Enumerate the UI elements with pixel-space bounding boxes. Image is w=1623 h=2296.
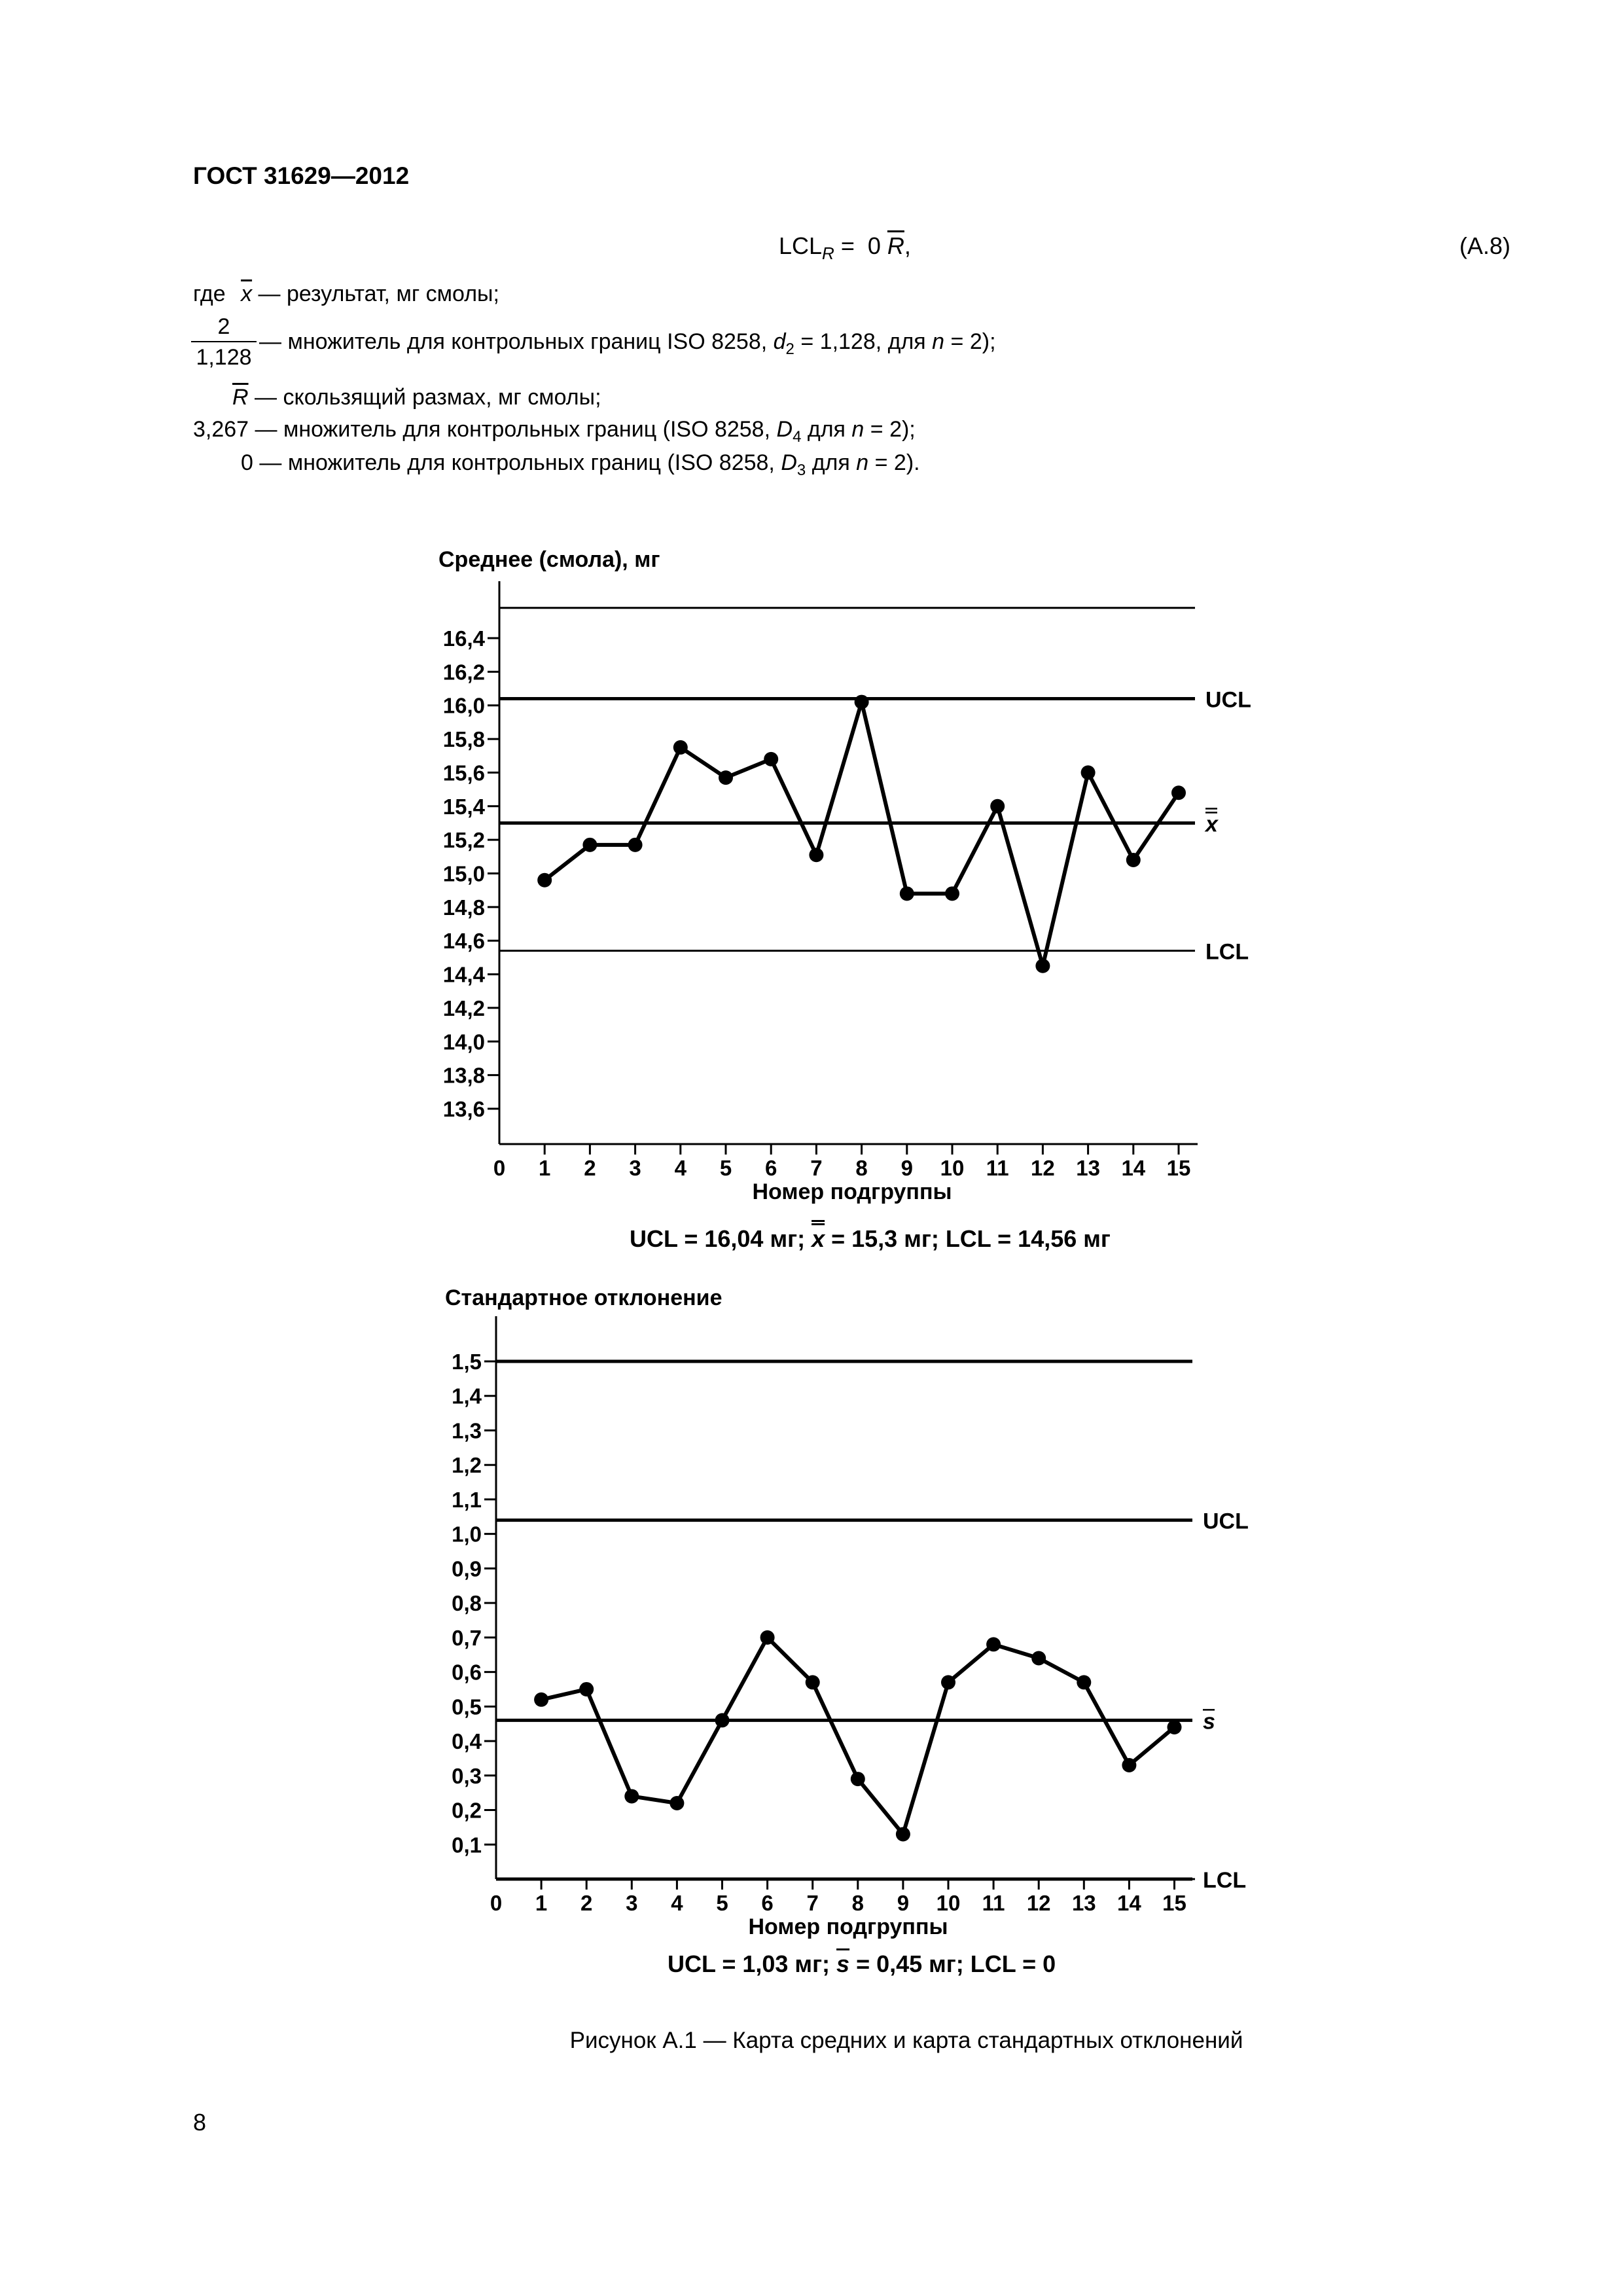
document-header: ГОСТ 31629—2012 [193, 162, 410, 189]
reference-label-UCL: UCL [1203, 1509, 1249, 1534]
y-tick-label: 0,1 [452, 1833, 482, 1857]
y-tick-label: 15,8 [442, 727, 485, 752]
x-tick-label: 11 [982, 1891, 1005, 1915]
x-tick-label: 8 [851, 1891, 864, 1915]
y-tick-label: 15,2 [442, 828, 485, 853]
formula-number: (A.8) [1459, 232, 1511, 259]
figure-title [0, 2028, 1623, 2054]
data-point [579, 1682, 594, 1696]
caption-std-a: UCL = 1,03 мг; [668, 1950, 837, 1977]
y-tick-label: 0,3 [452, 1763, 482, 1788]
x-tick-label: 14 [1121, 1156, 1146, 1180]
def-x-symbol: $\overline{x}$ [241, 281, 253, 306]
data-point [851, 1772, 865, 1786]
data-point [1168, 1720, 1182, 1734]
y-tick-label: 1,3 [452, 1418, 482, 1443]
y-tick-label: 14,8 [442, 895, 485, 920]
def-r-text: — скользящий размах, мг смолы; [255, 385, 601, 410]
data-series-line [541, 1638, 1174, 1835]
reference-label-LCL: LCL [1203, 1868, 1247, 1893]
def-d3-n: n [856, 450, 869, 475]
def-d3-text-b: для [806, 450, 857, 475]
x-tick-label: 12 [1026, 1891, 1051, 1915]
y-tick-label: 14,6 [442, 929, 485, 954]
y-tick-label: 0,9 [452, 1556, 482, 1581]
x-tick-label: 1 [535, 1891, 548, 1915]
y-tick-label: 13,8 [442, 1063, 485, 1088]
y-tick-label: 1,4 [452, 1384, 482, 1408]
figure-title-text: Рисунок А.1 — Карта средних и карта стандартных отклонений [569, 2028, 1243, 2053]
data-point [896, 1827, 910, 1841]
x-tick-label: 10 [936, 1891, 961, 1915]
y-axis-label: Стандартное отклонение [445, 1285, 722, 1310]
def-d4-value: 3,267 [193, 417, 249, 442]
y-tick-label: 15,4 [442, 794, 485, 819]
caption-means-b: = 15,3 мг; LCL = 14,56 мг [825, 1225, 1111, 1252]
data-point [1122, 1758, 1136, 1772]
x-tick-label: 2 [584, 1156, 596, 1180]
x-tick-label: 9 [901, 1156, 913, 1180]
data-point [715, 1713, 730, 1727]
data-point [941, 1675, 955, 1689]
frac-d-sub: 2 [785, 340, 794, 358]
x-tick-label: 11 [986, 1156, 1009, 1180]
y-tick-label: 16,2 [442, 660, 485, 685]
frac-d: d [773, 329, 786, 354]
data-point [806, 1675, 820, 1689]
fraction-numerator: 2 [191, 314, 257, 342]
def-d4-sub: 4 [793, 427, 802, 446]
def-x-text: — результат, мг смолы; [258, 281, 499, 306]
reference-label-x: x [1205, 812, 1218, 837]
x-tick-label: 4 [674, 1156, 687, 1180]
y-tick-label: 15,0 [442, 861, 485, 886]
x-tick-label: 7 [806, 1891, 819, 1915]
formula-comma: , [904, 232, 911, 259]
y-tick-label: 1,1 [452, 1487, 482, 1512]
chart-std-caption [668, 1950, 1056, 1978]
reference-label-UCL: UCL [1205, 687, 1251, 713]
x-axis-label: Номер подгруппы [752, 1179, 952, 1204]
x-tick-label: 13 [1076, 1156, 1100, 1180]
y-tick-label: 13,6 [442, 1097, 485, 1121]
x-tick-label: 5 [716, 1891, 728, 1915]
y-tick-label: 0,6 [452, 1660, 482, 1685]
x-tick-label: 8 [855, 1156, 868, 1180]
y-tick-label: 1,5 [452, 1350, 482, 1374]
x-tick-label: 4 [671, 1891, 683, 1915]
x-tick-label: 0 [493, 1156, 506, 1180]
data-point [624, 1789, 639, 1803]
x-axis-label: Номер подгруппы [748, 1914, 948, 1939]
x-tick-label: 5 [719, 1156, 732, 1180]
x-tick-label: 6 [761, 1891, 774, 1915]
def-where: где [193, 281, 226, 306]
x-tick-label: 10 [940, 1156, 965, 1180]
def-d3-text-a: — множитель для контрольных границ (ISO 8258, [259, 450, 781, 475]
x-tick-label: 1 [539, 1156, 551, 1180]
data-point [669, 1796, 684, 1810]
y-tick-label: 14,0 [442, 1030, 485, 1054]
y-tick-label: 14,4 [442, 962, 485, 987]
y-axis-label: Среднее (смола), мг [438, 547, 660, 572]
def-d4-text-a: — множитель для контрольных границ (ISO 8258, [255, 417, 777, 442]
def-d4-text-b: для [801, 417, 852, 442]
y-tick-label: 0,7 [452, 1625, 482, 1650]
x-tick-label: 15 [1166, 1156, 1191, 1180]
fraction-denominator: 1,128 [196, 345, 252, 370]
y-tick-label: 0,4 [452, 1729, 482, 1754]
x-tick-label: 14 [1117, 1891, 1141, 1915]
x-tick-label: 3 [626, 1891, 638, 1915]
y-tick-label: 0,2 [452, 1798, 482, 1823]
frac-n: n [932, 329, 945, 354]
x-tick-label: 9 [897, 1891, 910, 1915]
def-d3-sub: 3 [796, 461, 806, 479]
formula-rhs: = 0 [834, 232, 887, 259]
y-tick-label: 0,5 [452, 1695, 482, 1719]
x-tick-label: 3 [629, 1156, 641, 1180]
formula-lhs: LCL [779, 232, 823, 259]
y-tick-label: 14,2 [442, 996, 485, 1020]
x-tick-label: 2 [580, 1891, 593, 1915]
frac-text-b: = 1,128, для [794, 329, 933, 354]
x-tick-label: 13 [1071, 1891, 1096, 1915]
y-tick-label: 16,4 [442, 626, 485, 651]
x-tick-label: 0 [490, 1891, 503, 1915]
caption-means-symbol: x [812, 1225, 825, 1252]
data-point [1077, 1675, 1091, 1689]
y-tick-label: 0,8 [452, 1591, 482, 1616]
x-tick-label: 6 [765, 1156, 777, 1180]
y-tick-label: 1,0 [452, 1522, 482, 1547]
def-d3-text-c: = 2). [868, 450, 920, 475]
formula-rbar: $\overline{R}$ [887, 232, 904, 259]
x-tick-label: 15 [1162, 1891, 1186, 1915]
def-r-symbol: $\overline{R}$ [232, 385, 249, 410]
y-tick-label: 1,2 [452, 1453, 482, 1478]
page-number: 8 [193, 2109, 207, 2136]
frac-text-c: = 2); [944, 329, 996, 354]
def-d3-D: D [781, 450, 797, 475]
reference-label-LCL: LCL [1205, 939, 1249, 965]
def-d3-value: 0 [241, 450, 253, 475]
caption-std-symbol: $\overline{s}$ [836, 1950, 850, 1977]
reference-label-s: s [1203, 1709, 1215, 1734]
x-tick-label: 12 [1031, 1156, 1055, 1180]
def-d4-D: D [776, 417, 793, 442]
def-d4-text-c: = 2); [864, 417, 916, 442]
data-point [986, 1637, 1001, 1651]
frac-text-a: — множитель для контрольных границ ISO 8258, [259, 329, 774, 354]
x-tick-label: 7 [810, 1156, 823, 1180]
def-d4-n: n [851, 417, 865, 442]
data-point [1031, 1651, 1046, 1666]
y-tick-label: 15,6 [442, 761, 485, 785]
caption-means-a: UCL = 16,04 мг; [630, 1225, 812, 1252]
formula-sub: R [822, 243, 834, 264]
data-point [760, 1630, 775, 1645]
y-tick-label: 16,0 [442, 693, 485, 718]
data-point [534, 1693, 548, 1707]
caption-std-b: = 0,45 мг; LCL = 0 [849, 1950, 1056, 1977]
